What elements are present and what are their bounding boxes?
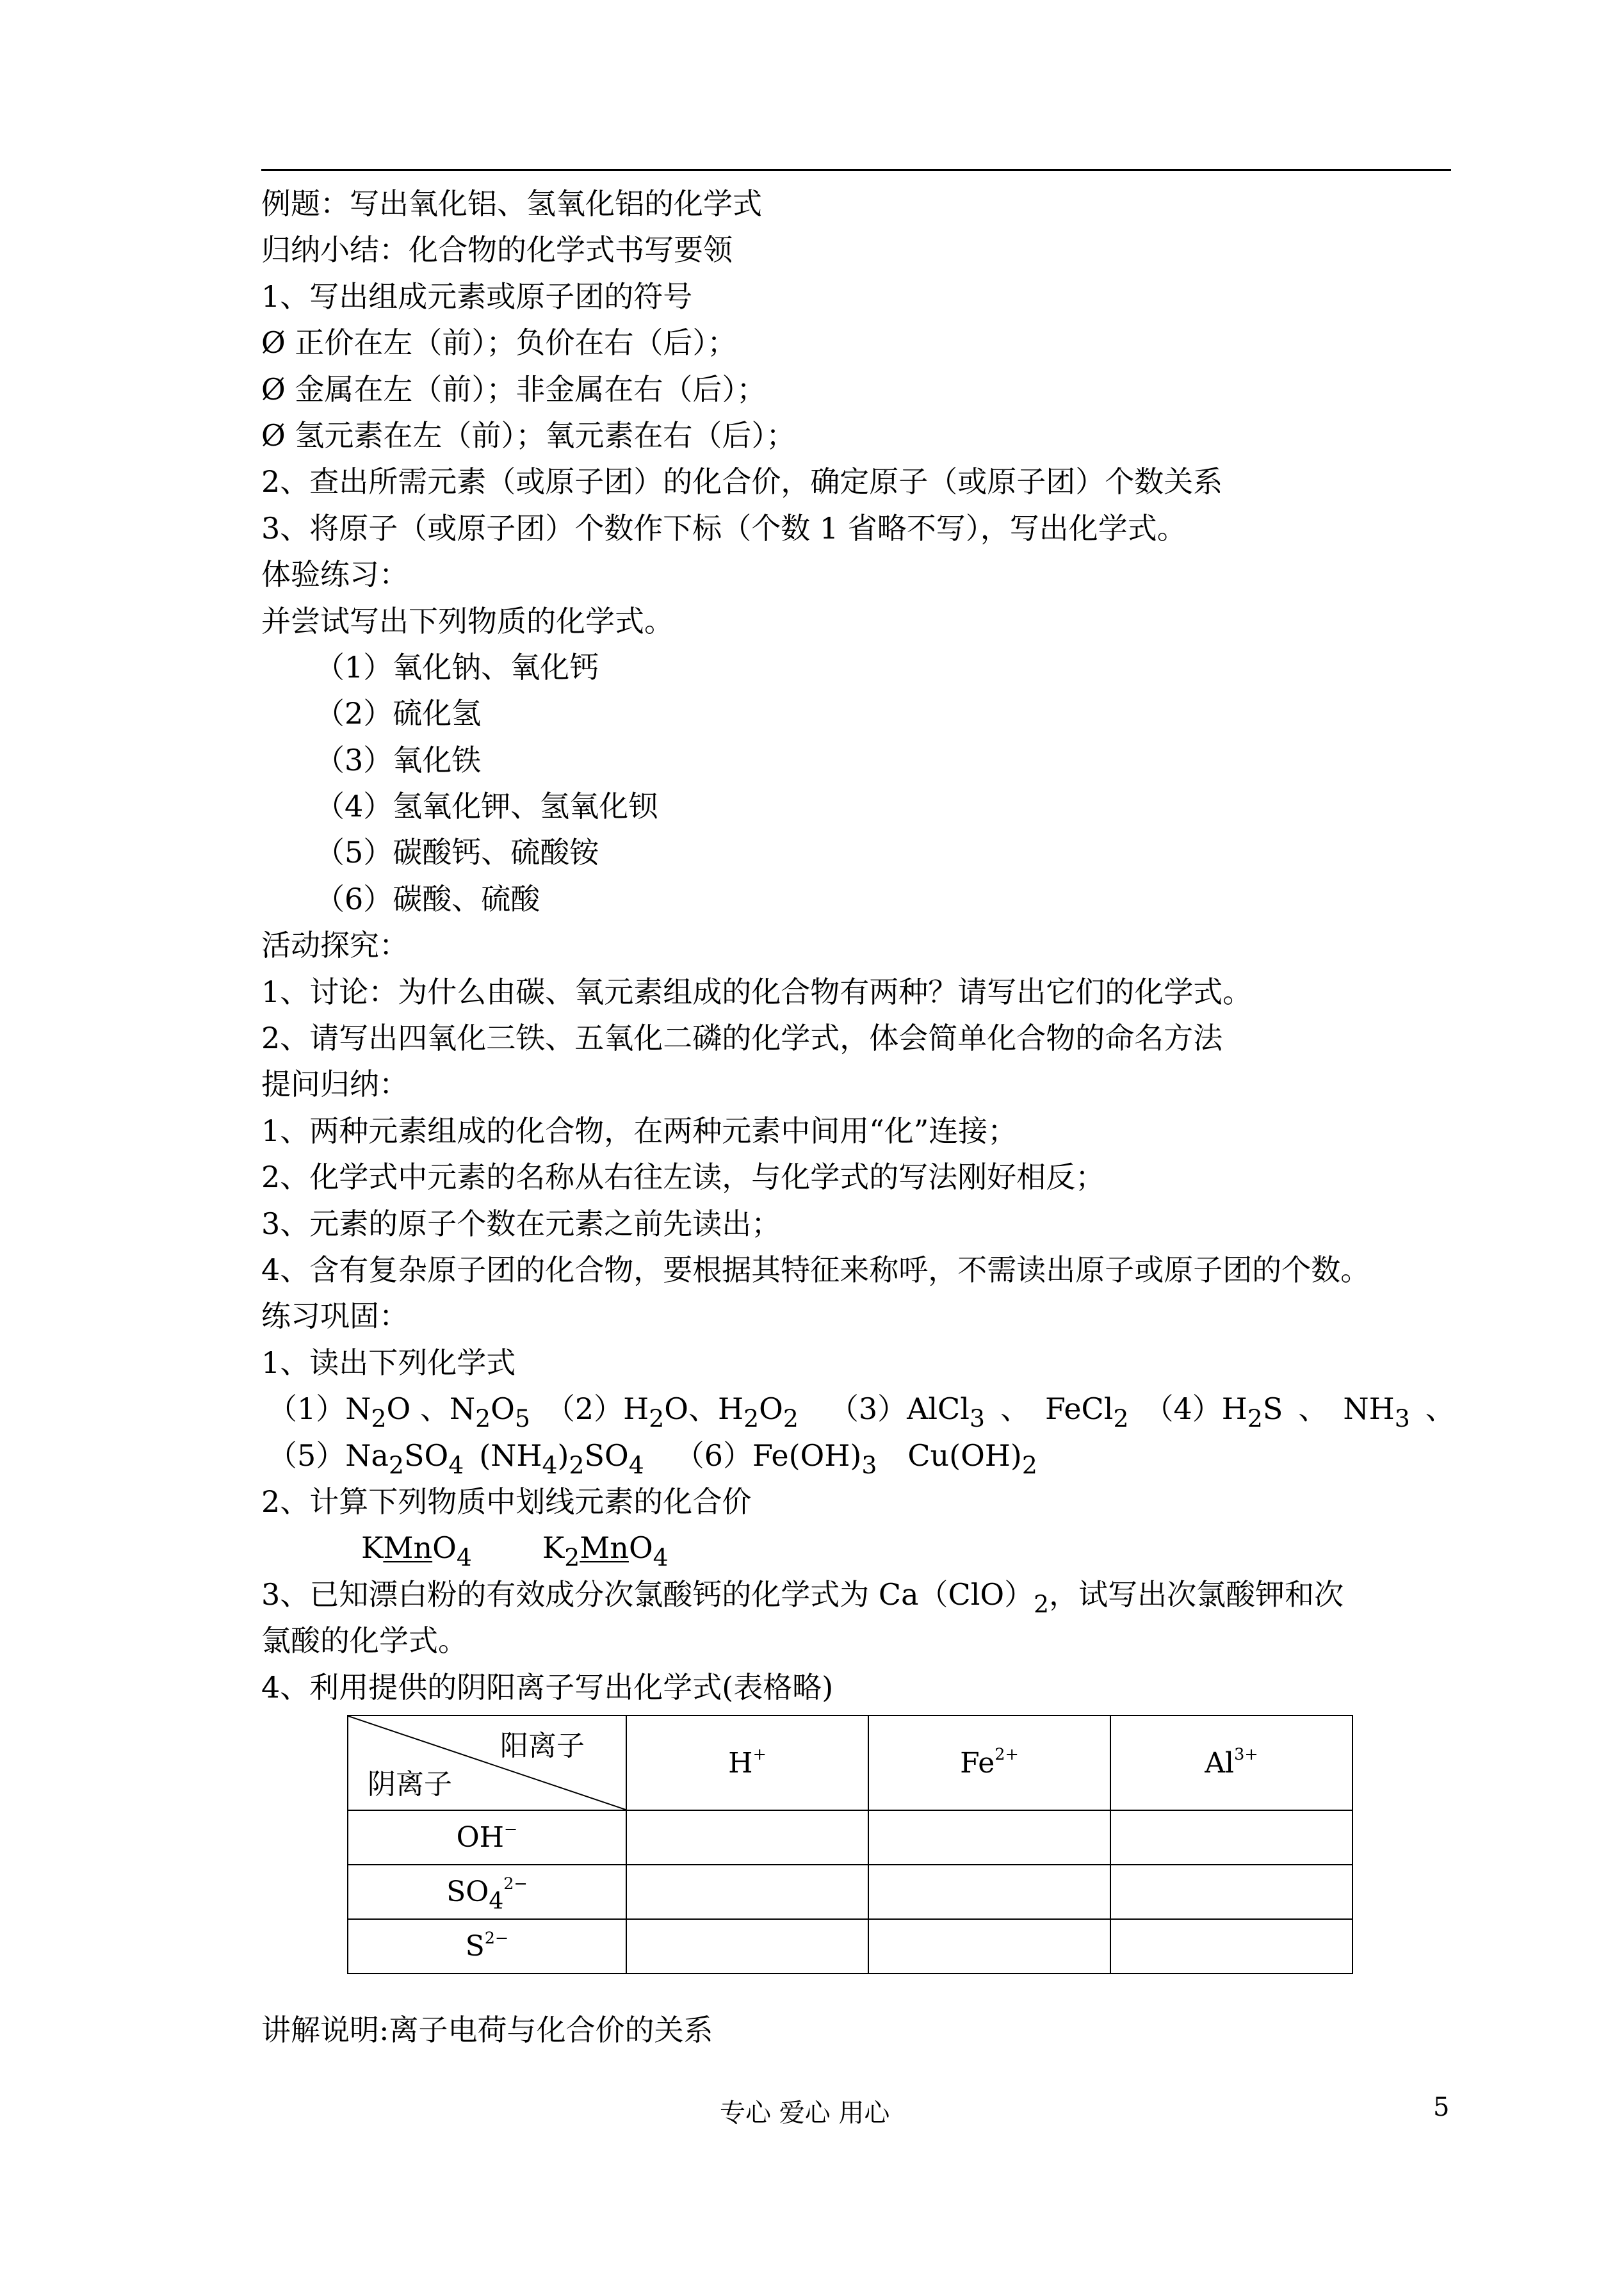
formula-fecl2: FeCl$_2$ <box>1044 1391 1129 1433</box>
table-cell <box>1110 1810 1352 1865</box>
formula-na2so4: $Na_2SO_4$ <box>345 1438 464 1479</box>
cation-header-label: 阳离子 <box>500 1730 585 1762</box>
exercise-2: 2、计算下列物质中划线元素的化合价 <box>261 1484 752 1519</box>
activity-item-2: 2、请写出四氧化三铁、五氧化二磷的化学式，体会简单化合物的命名方法 <box>261 1021 1223 1056</box>
formula-feoh3: $Fe(OH)_3$ <box>752 1438 877 1479</box>
ion-table-wrap <box>347 1715 1353 1974</box>
rule-2: 2、查出所需元素（或原子团）的化合价，确定原子（或原子团）个数关系 <box>261 464 1223 499</box>
label-3: （3） <box>829 1391 907 1427</box>
formula-line-1: $(1)N_2O$ 、$N_2O_5$ $(2)H_2O$、$H_2O_2$ （3）AlCl$_3$ 、 FeCl$_2$ $(4)H_2S$ 、 $NH_3$ 、 <box>268 1391 1455 1433</box>
formula-n2o: $N_2O$ <box>345 1391 411 1433</box>
bullet-2: Ø 金属在左（前）；非金属在右（后）； <box>261 371 767 407</box>
cation-h: H+ <box>626 1715 868 1810</box>
label-6: （6） <box>674 1438 752 1473</box>
practice-item-2: （2）硫化氢 <box>315 696 482 731</box>
exercise-1: 1、读出下列化学式 <box>261 1345 516 1380</box>
formula-n2o5: $N_2O_5$ <box>449 1391 530 1433</box>
naming-rule-2: 2、化学式中元素的名称从右往左读，与化学式的写法刚好相反； <box>261 1160 1105 1195</box>
example-line: 例题：写出氧化铝、氢氧化铝的化学式 <box>261 186 762 221</box>
cation-fe: $Fe^{2+}$ <box>868 1715 1110 1810</box>
formula-line-3 <box>261 1525 1465 1571</box>
naming-rule-4: 4、含有复杂原子团的化合物，要根据其特征来称呼，不需读出原子或原子团的个数。 <box>261 1252 1370 1287</box>
naming-rule-3: 3、元素的原子个数在元素之前先读出； <box>261 1206 781 1241</box>
practice-item-4: （4）氢氧化钾、氢氧化钡 <box>315 789 658 824</box>
table-row <box>348 1919 1352 1974</box>
label-4: （4） <box>1144 1391 1222 1427</box>
formula-k2mno4: $K_2MnO_4$ <box>542 1530 669 1572</box>
rule-1: 1、写出组成元素或原子团的符号 <box>261 279 693 314</box>
practice-item-3: （3）氧化铁 <box>315 742 482 777</box>
footer-motto: 专心 爱心 用心 <box>720 2098 890 2128</box>
practice-item-5: （5）碳酸钙、硫酸铵 <box>315 835 599 870</box>
table-cell <box>626 1810 868 1865</box>
exercise-3-cont: 氯酸的化学式。 <box>261 1623 467 1658</box>
label-5: （5） <box>268 1438 346 1473</box>
formula-cuoh2: $Cu(OH)_2$ <box>907 1438 1037 1479</box>
table-row <box>348 1865 1352 1919</box>
formula-kmno4: KMnO$_4$ <box>361 1530 472 1572</box>
formula-alcl3: AlCl$_3$ <box>907 1391 985 1433</box>
table-header-row <box>348 1715 1352 1810</box>
table-cell <box>868 1919 1110 1974</box>
ion-table <box>347 1715 1353 1974</box>
bullet-3: Ø 氢元素在左（前）；氧元素在右（后）； <box>261 418 796 453</box>
anion-so4: $SO_4^{2-}$ <box>348 1865 626 1919</box>
table-cell <box>868 1865 1110 1919</box>
anion-oh: OH− <box>348 1810 626 1865</box>
table-corner-cell <box>348 1715 626 1810</box>
consolidation-heading: 练习巩固： <box>261 1299 409 1334</box>
exercise-4: 4、利用提供的阴阳离子写出化学式(表格略) <box>261 1669 834 1705</box>
table-row <box>348 1810 1352 1865</box>
table-cell <box>1110 1919 1352 1974</box>
formula-h2o: $H_2O$ <box>623 1391 688 1433</box>
anion-header-label: 阴离子 <box>368 1768 452 1801</box>
naming-rule-1: 1、两种元素组成的化合物，在两种元素中间用“化”连接； <box>261 1113 1018 1148</box>
table-cell <box>868 1810 1110 1865</box>
cation-al: $Al^{3+}$ <box>1110 1715 1352 1810</box>
practice-instruction: 并尝试写出下列物质的化学式。 <box>261 603 674 638</box>
label-2: （2） <box>545 1391 624 1427</box>
formula-h2s: $H_2S$ <box>1221 1391 1283 1433</box>
table-cell <box>626 1919 868 1974</box>
header-rule <box>261 169 1451 171</box>
exercise-3: 3、已知漂白粉的有效成分次氯酸钙的化学式为 $Ca(ClO)_2$，试写出次氯酸钾和次 <box>261 1577 1344 1618</box>
page-number: 5 <box>1433 2093 1450 2122</box>
table-cell <box>1110 1865 1352 1919</box>
rule-3: 3、将原子（或原子团）个数作下标（个数 1 省略不写），写出化学式。 <box>261 510 1187 546</box>
formula-nh4-2so4: $(NH_4)_2SO_4$ <box>479 1438 644 1479</box>
question-heading: 提问归纳： <box>261 1067 409 1102</box>
formula-line-2 <box>261 1432 1465 1479</box>
anion-s: $S^{2-}$ <box>348 1919 626 1974</box>
formula-nh3: $NH_3$ <box>1343 1391 1410 1433</box>
formula-h2o2: $H_2O_2$ <box>717 1391 799 1433</box>
label-1: （1） <box>268 1391 346 1427</box>
explanation-heading: 讲解说明:离子电荷与化合价的关系 <box>261 2013 713 2047</box>
bullet-1: Ø 正价在左（前）；负价在右（后）； <box>261 325 737 361</box>
activity-heading: 活动探究： <box>261 928 409 963</box>
summary-heading: 归纳小结：化合物的化学式书写要领 <box>261 232 733 268</box>
activity-item-1: 1、讨论：为什么由碳、氧元素组成的化合物有两种？请写出它们的化学式。 <box>261 974 1253 1009</box>
practice-item-6: （6）碳酸、硫酸 <box>315 881 540 916</box>
practice-item-1: （1）氧化钠、氧化钙 <box>315 649 599 685</box>
table-cell <box>626 1865 868 1919</box>
body-text <box>261 181 1465 1710</box>
practice-heading: 体验练习： <box>261 557 409 592</box>
